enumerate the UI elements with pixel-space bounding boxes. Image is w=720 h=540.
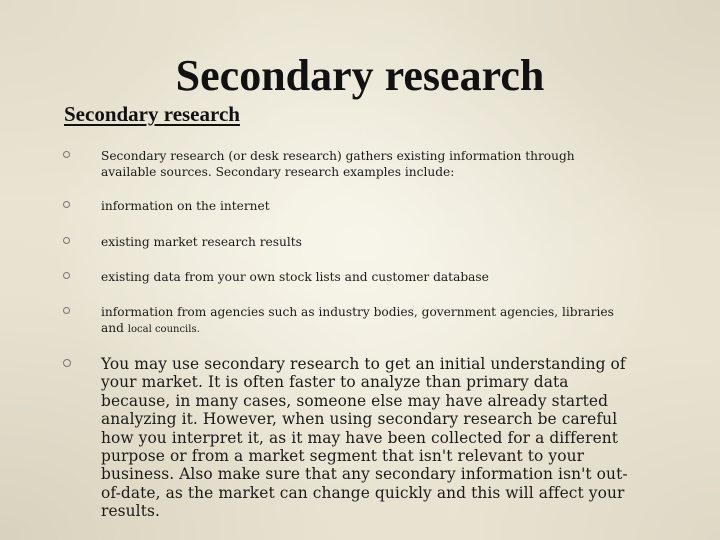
bullet-text: Secondary research (or desk research) gathers existing information through available sources. Secondary research examples include: (101, 149, 575, 179)
bullet-circle-icon (63, 359, 71, 367)
bullet-text: information from agencies such as industry bodies, government agencies, libraries and (101, 305, 614, 335)
bullet-item (101, 269, 626, 285)
section-heading: Secondary research (64, 102, 240, 126)
bullet-item-paragraph (101, 355, 631, 521)
bullet-circle-icon (63, 151, 70, 158)
bullet-item (101, 148, 626, 180)
bullet-text: existing market research results (101, 235, 302, 249)
bullet-text: information on the internet (101, 199, 270, 213)
bullet-circle-icon (63, 201, 70, 208)
paragraph-text: You may use secondary research to get an initial understanding of your market. It is often faster to analyze than primary data because, in many cases, someone else may have already started analyzing it. However, when using secondary research be careful how you interpret it, as it may have been collected for a different purpose or from a market segment that isn't relevant to your business. Also make sure that any secondary information isn't out-of-date, as the market can change quickly and this will affect your results. (101, 355, 628, 521)
bullet-circle-icon (63, 237, 70, 244)
bullet-item (101, 198, 626, 214)
bullet-circle-icon (63, 307, 70, 314)
bullet-circle-icon (63, 272, 70, 279)
bullet-text: existing data from your own stock lists and customer database (101, 270, 489, 284)
bullet-item (101, 234, 626, 250)
bullet-item (101, 304, 626, 338)
slide-title: Secondary research (175, 51, 545, 100)
bullet-text-small: local councils. (127, 324, 200, 335)
